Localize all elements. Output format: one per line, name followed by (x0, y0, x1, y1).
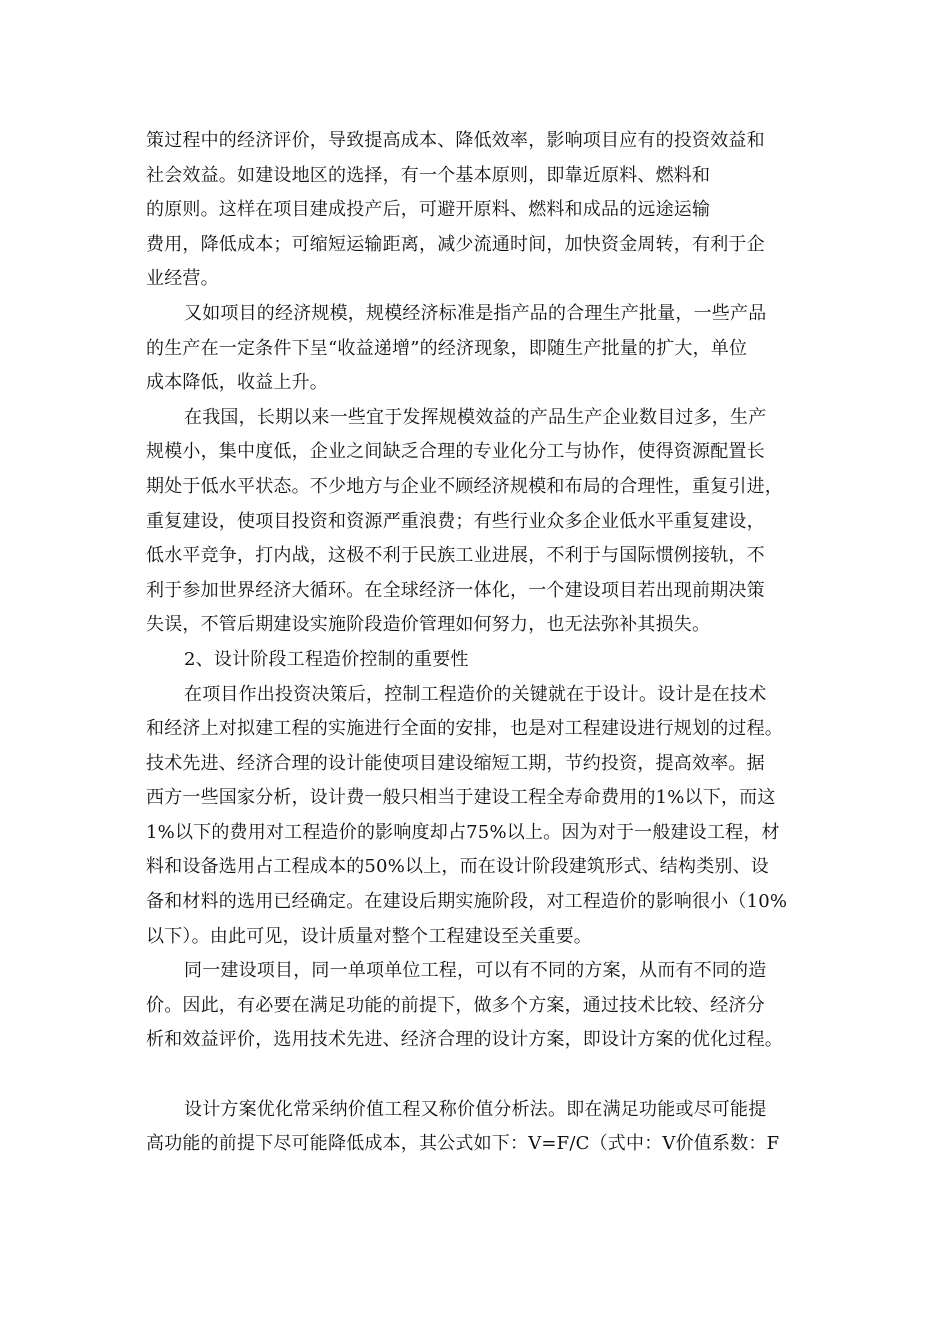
text-line: 社会效益。如建设地区的选择，有一个基本原则，即靠近原料、燃料和 (146, 164, 711, 186)
text-line: 又如项目的经济规模，规模经济标准是指产品的合理生产批量，一些产品 (184, 302, 767, 324)
occlusion-mask (744, 192, 808, 220)
text-line: 1%以下的费用对工程造价的影响度却占75%以上。因为对于一般建设工程，材 (146, 821, 780, 843)
text-line: 料和设备选用占工程成本的50%以上，而在设计阶段建筑形式、结构类别、设 (146, 856, 770, 878)
text-line: 失误，不管后期建设实施阶段造价管理如何努力，也无法弥补其损失。 (146, 614, 711, 636)
text-line: 费用，降低成本；可缩短运输距离，减少流通时间，加快资金周转，有利于企 (146, 233, 765, 255)
text-line: 低水平竞争，打内战，这极不利于民族工业进展，不利于与国际惯例接轨，不 (146, 545, 765, 567)
text-line: 的原则。这样在项目建成投产后，可避开原料、燃料和成品的远途运输 (146, 199, 711, 221)
occlusion-mask (744, 158, 808, 186)
text-line: 成本降低，收益上升。 (146, 372, 328, 394)
text-line: 高功能的前提下尽可能降低成本，其公式如下：V=F/C（式中：V价值系数：F (146, 1133, 780, 1155)
text-line: 备和材料的选用已经确定。在建设后期实施阶段，对工程造价的影响很小（10% (146, 891, 788, 913)
section-heading: 2、设计阶段工程造价控制的重要性 (184, 648, 469, 670)
document-body (146, 124, 826, 1162)
text-line: 的生产在一定条件下呈“收益递增”的经济现象，即随生产批量的扩大，单位 (146, 337, 748, 359)
text-line: 规模小，集中度低，企业之间缺乏合理的专业化分工与协作，使得资源配置长 (146, 441, 765, 463)
text-line: 析和效益评价，选用技术先进、经济合理的设计方案，即设计方案的优化过程。 (146, 1029, 783, 1051)
text-line: 以下）。由此可见，设计质量对整个工程建设至关重要。 (146, 925, 592, 947)
text-line: 设计方案优化常采纳价值工程又称价值分析法。即在满足功能或尽可能提 (184, 1098, 767, 1120)
text-line: 在项目作出投资决策后，控制工程造价的关键就在于设计。设计是在技术 (184, 683, 767, 705)
text-line: 策过程中的经济评价，导致提高成本、降低效率，影响项目应有的投资效益和 (146, 130, 765, 151)
text-line: 重复建设，使项目投资和资源严重浪费；有些行业众多企业低水平重复建设， (146, 510, 765, 532)
text-line: 同一建设项目，同一单项单位工程，可以有不同的方案，从而有不同的造 (184, 960, 767, 982)
text-line: 期处于低水平状态。不少地方与企业不顾经济规模和布局的合理性，重复引进， (146, 475, 783, 497)
text-line: 西方一些国家分析，设计费一般只相当于建设工程全寿命费用的1%以下，而这 (146, 787, 776, 809)
text-line: 价。因此，有必要在满足功能的前提下，做多个方案，通过技术比较、经济分 (146, 994, 765, 1016)
text-line: 利于参加世界经济大循环。在全球经济一体化，一个建设项目若出现前期决策 (146, 579, 765, 601)
text-line: 和经济上对拟建工程的实施进行全面的安排，也是对工程建设进行规划的过程。 (146, 718, 783, 740)
text-line: 在我国，长期以来一些宜于发挥规模效益的产品生产企业数目过多，生产 (184, 406, 767, 428)
text-line: 技术先进、经济合理的设计能使项目建设缩短工期，节约投资，提高效率。据 (146, 752, 765, 774)
paragraph-gap (146, 1058, 826, 1093)
text-line: 业经营。 (146, 268, 219, 290)
